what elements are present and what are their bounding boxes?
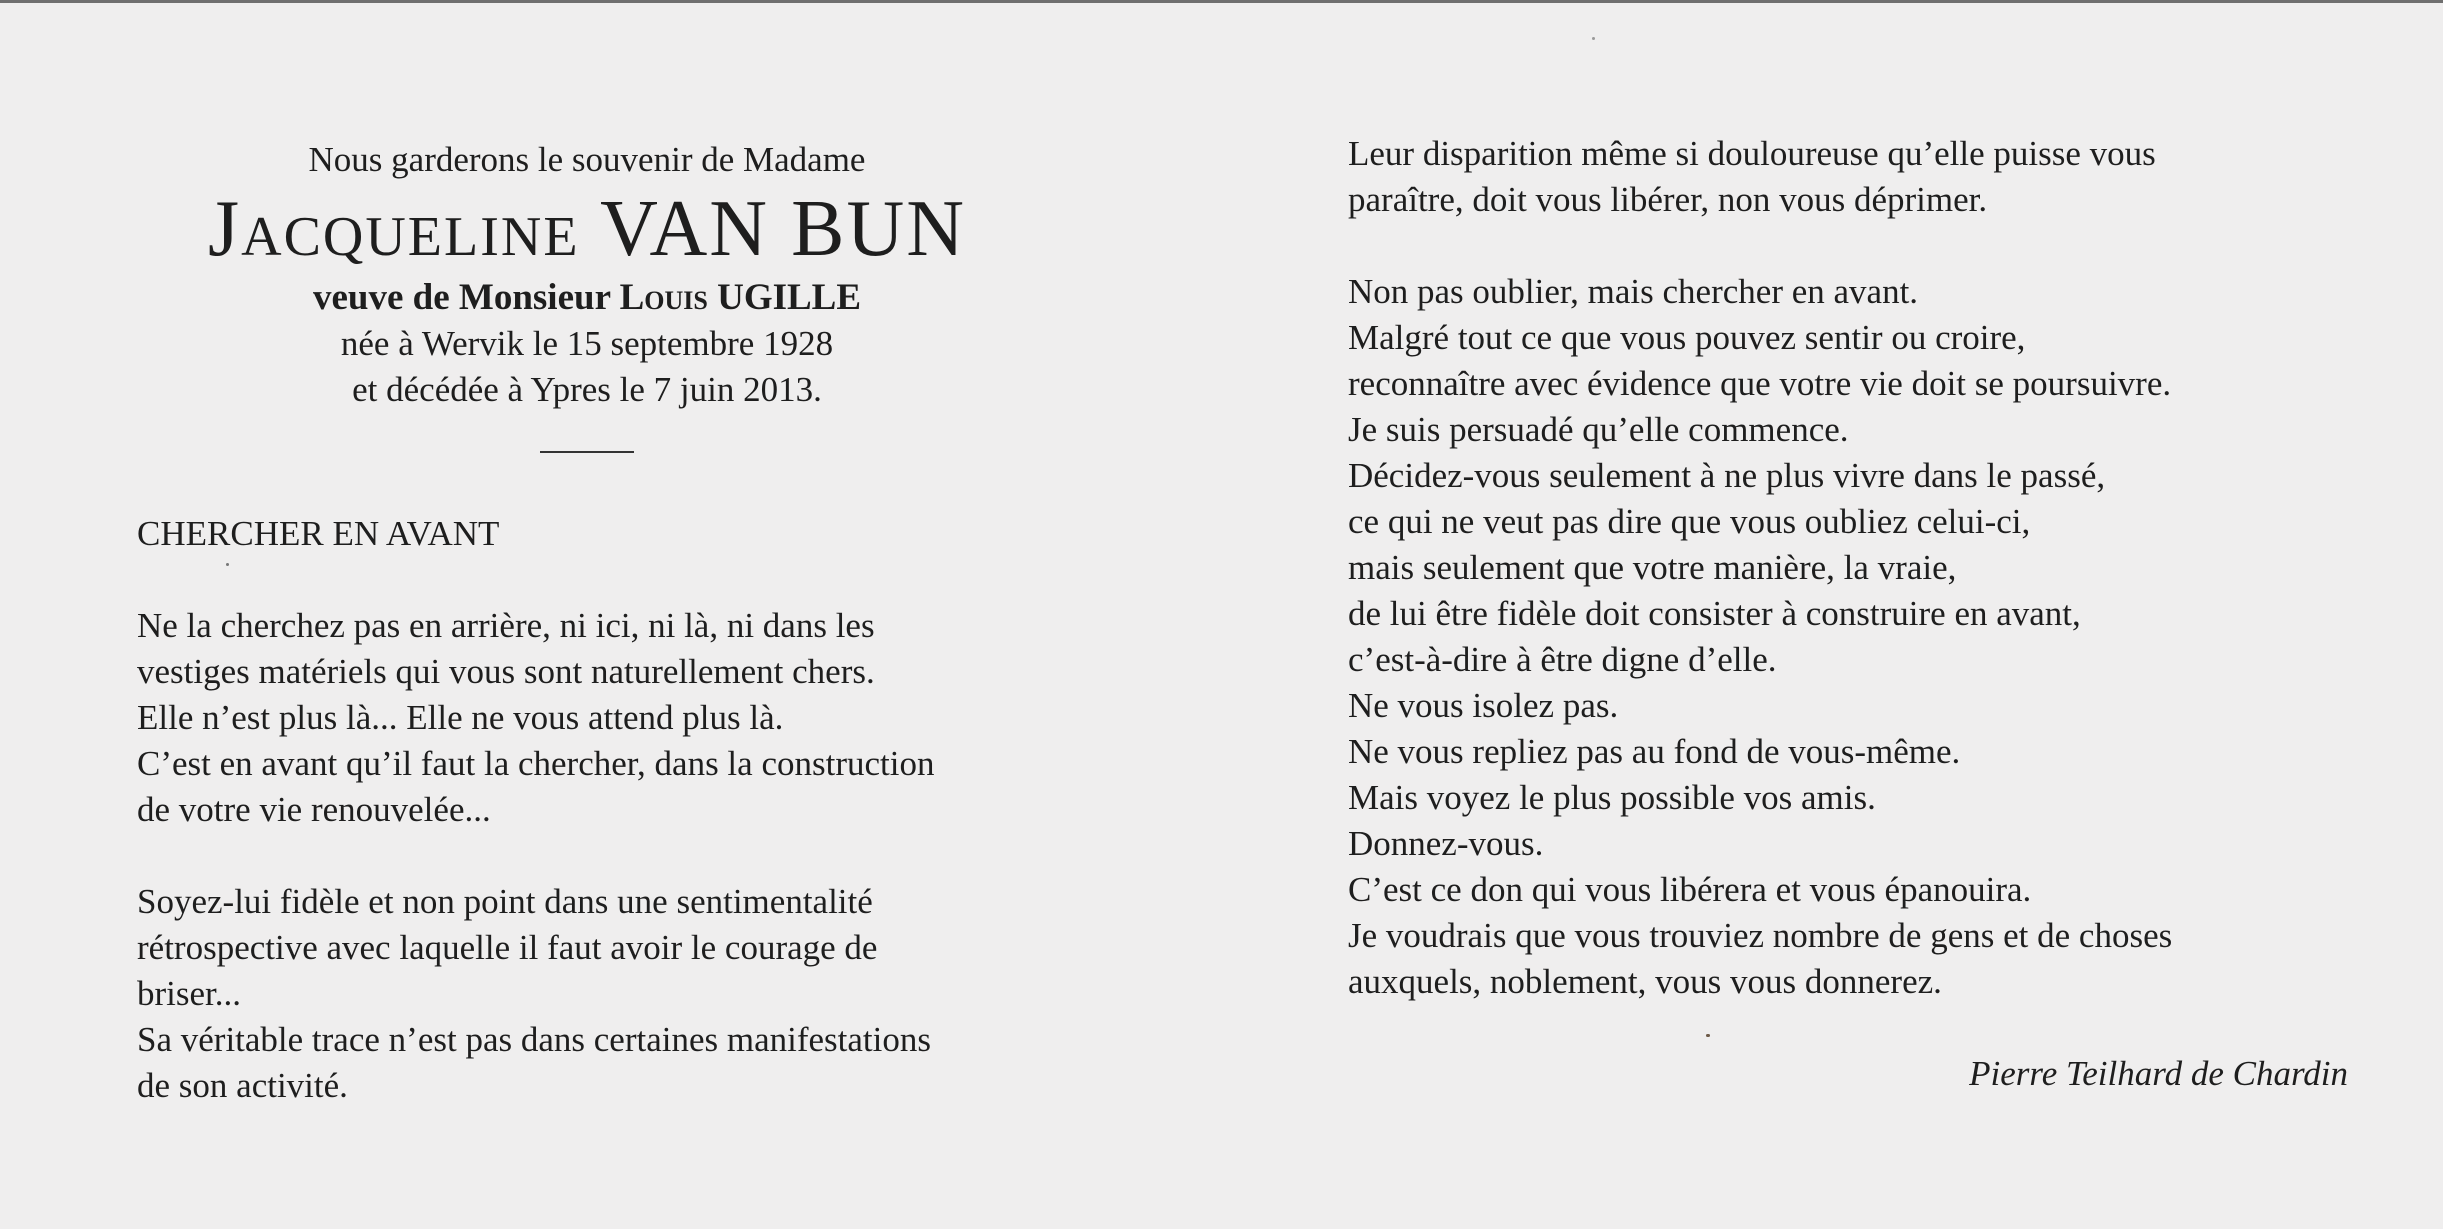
widow-line xyxy=(137,275,1037,321)
poem-line: paraître, doit vous libérer, non vous déprimer. xyxy=(1348,180,1988,219)
poem-line: de lui être fidèle doit consister à construire en avant, xyxy=(1348,594,2081,633)
poem-line: Décidez-vous seulement à ne plus vivre dans le passé, xyxy=(1348,456,2106,495)
poem-line: Ne vous isolez pas. xyxy=(1348,686,1619,725)
left-column xyxy=(137,131,1097,1109)
poem-line: Je voudrais que vous trouviez nombre de gens et de choses xyxy=(1348,916,2173,955)
spouse-first-name: Louis xyxy=(619,277,708,318)
poem-right-text xyxy=(1348,131,2348,1005)
poem-line: vestiges matériels qui vous sont naturellement chers. xyxy=(137,652,875,691)
poem-line: Je suis persuadé qu’elle commence. xyxy=(1348,410,1849,449)
divider-rule xyxy=(540,451,634,453)
poem-line: reconnaître avec évidence que votre vie doit se poursuivre. xyxy=(1348,364,2172,403)
poem-line: Mais voyez le plus possible vos amis. xyxy=(1348,778,1876,817)
deceased-name: Jacqueline VAN BUN xyxy=(208,185,966,273)
poem-line: Donnez-vous. xyxy=(1348,824,1544,863)
poem-line: Ne vous repliez pas au fond de vous-même. xyxy=(1348,732,1961,771)
poem-line: c’est-à-dire à être digne d’elle. xyxy=(1348,640,1777,679)
poem-left-text xyxy=(137,603,1097,1109)
poem-line: Soyez-lui fidèle et non point dans une sentimentalité xyxy=(137,882,873,921)
poem-line: ce qui ne veut pas dire que vous oubliez celui-ci, xyxy=(1348,502,2031,541)
paper-speck xyxy=(226,563,229,566)
birth-line: née à Wervik le 15 septembre 1928 xyxy=(340,324,834,363)
poem-paragraph xyxy=(1348,269,2348,1005)
poem-paragraph xyxy=(1348,131,2348,223)
right-column xyxy=(1348,131,2348,1097)
paper-speck xyxy=(1592,37,1595,40)
spacer xyxy=(137,557,1097,603)
card-header xyxy=(137,137,1037,453)
poem-line: Elle n’est plus là... Elle ne vous attend plus là. xyxy=(137,698,784,737)
poem-paragraph xyxy=(137,603,1097,833)
poem-line: Sa véritable trace n’est pas dans certaines manifestations xyxy=(137,1020,931,1059)
author-row xyxy=(1348,1005,2348,1097)
intro-line: Nous garderons le souvenir de Madame xyxy=(308,140,866,179)
poem-line: briser... xyxy=(137,974,242,1013)
poem-line: de son activité. xyxy=(137,1066,348,1105)
poem-line: Non pas oublier, mais chercher en avant. xyxy=(1348,272,1919,311)
poem-line: auxquels, noblement, vous vous donnerez. xyxy=(1348,962,1942,1001)
widow-prefix: veuve de Monsieur xyxy=(312,277,611,318)
paragraph-gap xyxy=(137,833,1097,879)
poem-line: mais seulement que votre manière, la vraie, xyxy=(1348,548,1957,587)
poem-title: CHERCHER EN AVANT xyxy=(137,514,500,553)
poem-line: Malgré tout ce que vous pouvez sentir ou croire, xyxy=(1348,318,2026,357)
poem-line: Leur disparition même si douloureuse qu’elle puisse vous xyxy=(1348,134,2156,173)
death-line: et décédée à Ypres le 7 juin 2013. xyxy=(352,370,822,409)
poem-line: rétrospective avec laquelle il faut avoir le courage de xyxy=(137,928,878,967)
poem-line: C’est ce don qui vous libérera et vous épanouira. xyxy=(1348,870,2032,909)
poem-paragraph xyxy=(137,879,1097,1109)
poem-line: de votre vie renouvelée... xyxy=(137,790,491,829)
spouse-last-name: UGILLE xyxy=(717,277,862,318)
paper-speck xyxy=(1706,1034,1710,1037)
poem-author: Pierre Teilhard de Chardin xyxy=(1969,1054,2348,1093)
poem-line: C’est en avant qu’il faut la chercher, dans la construction xyxy=(137,744,935,783)
paragraph-gap xyxy=(1348,223,2348,269)
poem-line: Ne la cherchez pas en arrière, ni ici, ni là, ni dans les xyxy=(137,606,875,645)
